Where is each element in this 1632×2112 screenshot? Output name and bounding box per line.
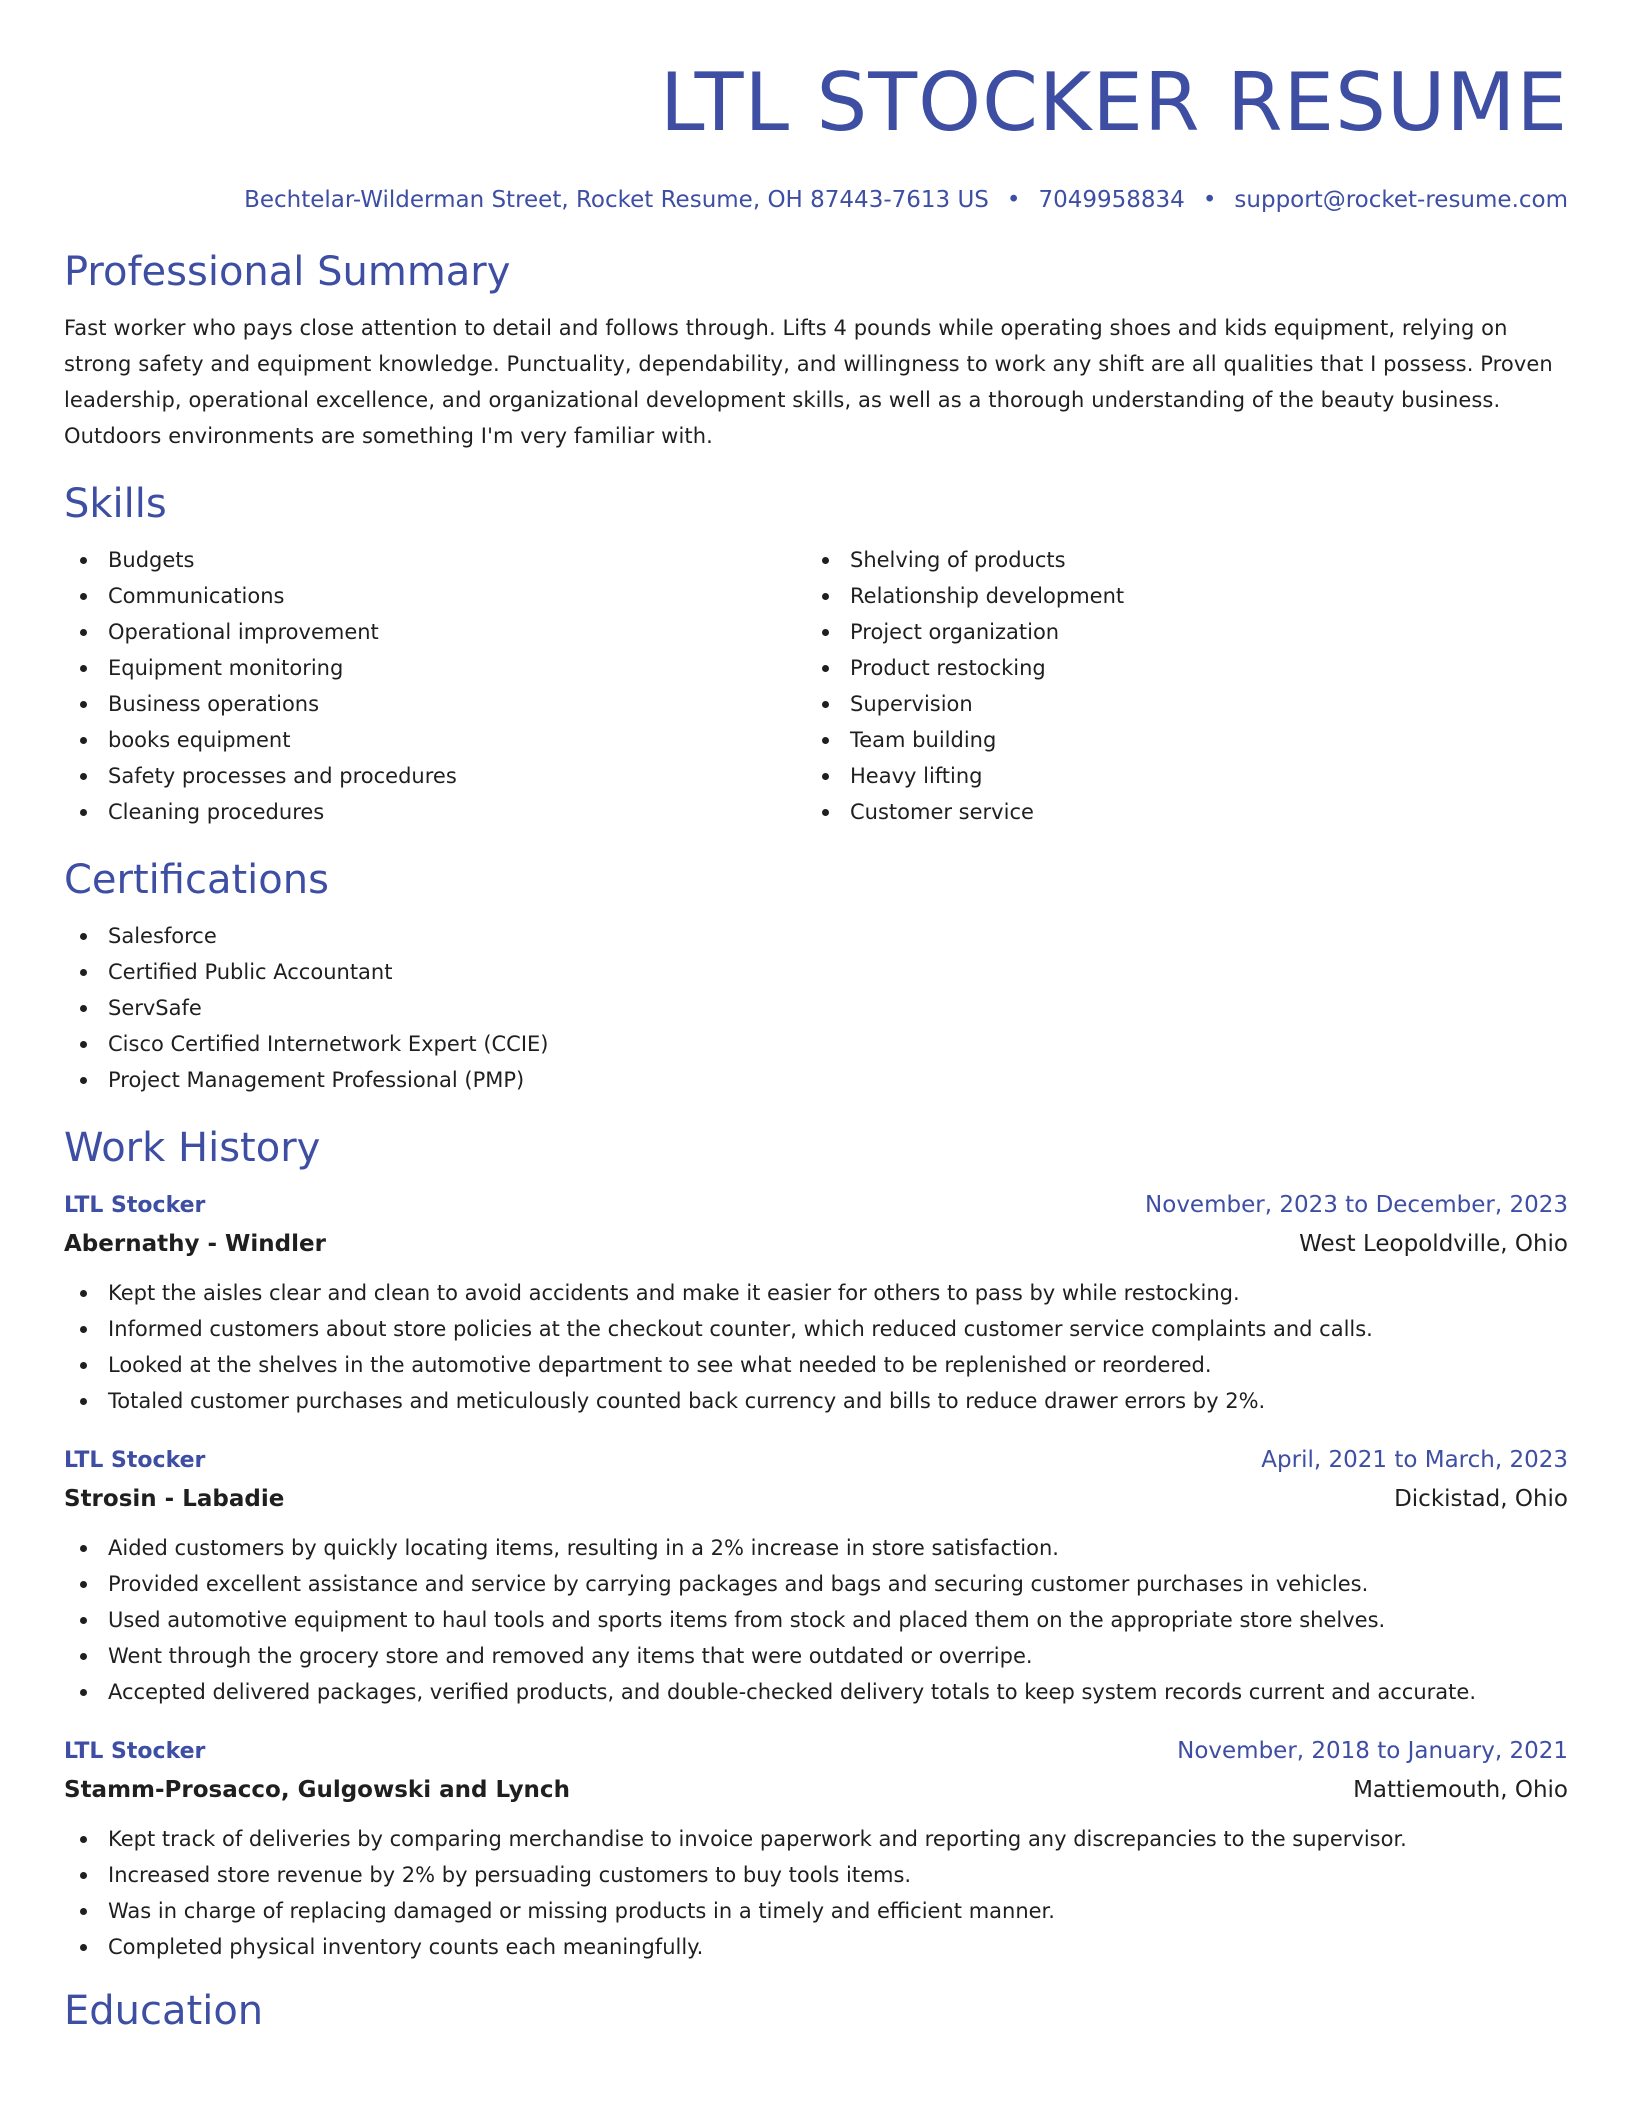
summary-text: Fast worker who pays close attention to detail and follows through. Lifts 4 pounds while operating shoes and kids equipment, relying on strong safety and equipment knowledge. Punctuality, dependability, and willingness to work any shift are all qualities that I possess. Proven leadership, operational excellence, and organizational development skills, as well as a thorough understanding of the beauty business. Outdoors environments are something I'm very familiar with. (64, 316, 1553, 448)
job-title: LTL Stocker (64, 1739, 206, 1764)
certifications-list (64, 918, 1568, 1098)
job-entry (64, 1441, 1568, 1710)
contact-email[interactable]: support@rocket-resume.com (1234, 187, 1568, 213)
job-bullet: Was in charge of replacing damaged or missing products in a timely and efficient manner. (64, 1893, 1568, 1929)
list-item: Cleaning procedures (64, 794, 806, 830)
job-dates: November, 2018 to January, 2021 (1177, 1738, 1568, 1764)
job-title: LTL Stocker (64, 1193, 206, 1218)
contact-separator: • (1006, 187, 1021, 213)
contact-line (64, 185, 1568, 215)
list-item: Budgets (64, 542, 806, 578)
job-bullet: Totaled customer purchases and meticulously counted back currency and bills to reduce drawer errors by 2%. (64, 1383, 1568, 1419)
certifications-section (64, 856, 1568, 1098)
list-item: Heavy lifting (806, 758, 1548, 794)
skills-list-right (806, 542, 1548, 830)
list-item: Operational improvement (64, 614, 806, 650)
skills-heading: Skills (64, 481, 167, 527)
job-company-row (64, 1225, 1568, 1263)
summary-section (64, 248, 1568, 454)
skills-section (64, 480, 1568, 830)
job-dates: April, 2021 to March, 2023 (1261, 1447, 1568, 1473)
list-item: Certified Public Accountant (64, 954, 1568, 990)
job-title-row (64, 1186, 1568, 1225)
contact-separator: • (1202, 187, 1217, 213)
contact-address: Bechtelar-Wilderman Street, Rocket Resume, OH 87443-7613 US (244, 187, 989, 213)
job-bullet: Went through the grocery store and removed any items that were outdated or overripe. (64, 1638, 1568, 1674)
job-company-row (64, 1480, 1568, 1518)
certifications-heading: Certifications (64, 857, 329, 903)
job-title-row (64, 1732, 1568, 1771)
job-bullet: Aided customers by quickly locating items, resulting in a 2% increase in store satisfaction. (64, 1530, 1568, 1566)
list-item: Salesforce (64, 918, 1568, 954)
skills-list-left (64, 542, 806, 830)
job-location: Mattiemouth, Ohio (1353, 1777, 1568, 1803)
job-company: Strosin - Labadie (64, 1486, 285, 1512)
education-heading: Education (64, 1988, 264, 2034)
list-item: Communications (64, 578, 806, 614)
summary-heading: Professional Summary (64, 249, 511, 295)
job-bullet: Informed customers about store policies at the checkout counter, which reduced customer service complaints and calls. (64, 1311, 1568, 1347)
job-company-row (64, 1771, 1568, 1809)
list-item: ServSafe (64, 990, 1568, 1026)
job-dates: November, 2023 to December, 2023 (1145, 1192, 1568, 1218)
job-bullet: Looked at the shelves in the automotive department to see what needed to be replenished or reordered. (64, 1347, 1568, 1383)
list-item: Supervision (806, 686, 1548, 722)
job-bullet: Provided excellent assistance and service by carrying packages and bags and securing customer purchases in vehicles. (64, 1566, 1568, 1602)
list-item: Project organization (806, 614, 1548, 650)
job-bullet: Completed physical inventory counts each meaningfully. (64, 1929, 1568, 1965)
job-bullet: Kept the aisles clear and clean to avoid accidents and make it easier for others to pass by while restocking. (64, 1275, 1568, 1311)
list-item: Customer service (806, 794, 1548, 830)
job-title-row (64, 1441, 1568, 1480)
list-item: Relationship development (806, 578, 1548, 614)
job-entry (64, 1732, 1568, 1965)
list-item: Team building (806, 722, 1548, 758)
job-entry (64, 1186, 1568, 1419)
list-item: Business operations (64, 686, 806, 722)
skills-columns (64, 542, 1568, 830)
job-company: Abernathy - Windler (64, 1231, 326, 1257)
contact-phone: 7049958834 (1038, 187, 1185, 213)
job-location: Dickistad, Ohio (1394, 1486, 1568, 1512)
work-history-section (64, 1124, 1568, 1965)
work-history-heading: Work History (64, 1125, 321, 1171)
list-item: Equipment monitoring (64, 650, 806, 686)
list-item: Project Management Professional (PMP) (64, 1062, 1568, 1098)
job-company: Stamm-Prosacco, Gulgowski and Lynch (64, 1777, 570, 1803)
education-section (64, 1987, 1568, 2035)
list-item: Product restocking (806, 650, 1548, 686)
list-item: Shelving of products (806, 542, 1548, 578)
resume-title: LTL STOCKER RESUME (660, 56, 1568, 149)
job-bullet: Accepted delivered packages, verified products, and double-checked delivery totals to keep system records current and accurate. (64, 1674, 1568, 1710)
job-bullet: Kept track of deliveries by comparing merchandise to invoice paperwork and reporting any discrepancies to the supervisor. (64, 1821, 1568, 1857)
list-item: books equipment (64, 722, 806, 758)
list-item: Cisco Certified Internetwork Expert (CCIE) (64, 1026, 1568, 1062)
job-bullet: Increased store revenue by 2% by persuading customers to buy tools items. (64, 1857, 1568, 1893)
work-history-jobs (64, 1186, 1568, 1965)
job-bullets (64, 1275, 1568, 1419)
job-bullet: Used automotive equipment to haul tools and sports items from stock and placed them on the appropriate store shelves. (64, 1602, 1568, 1638)
job-location: West Leopoldville, Ohio (1299, 1231, 1568, 1257)
list-item: Safety processes and procedures (64, 758, 806, 794)
job-bullets (64, 1530, 1568, 1710)
resume-page (64, 0, 1568, 2035)
job-bullets (64, 1821, 1568, 1965)
job-title: LTL Stocker (64, 1448, 206, 1473)
